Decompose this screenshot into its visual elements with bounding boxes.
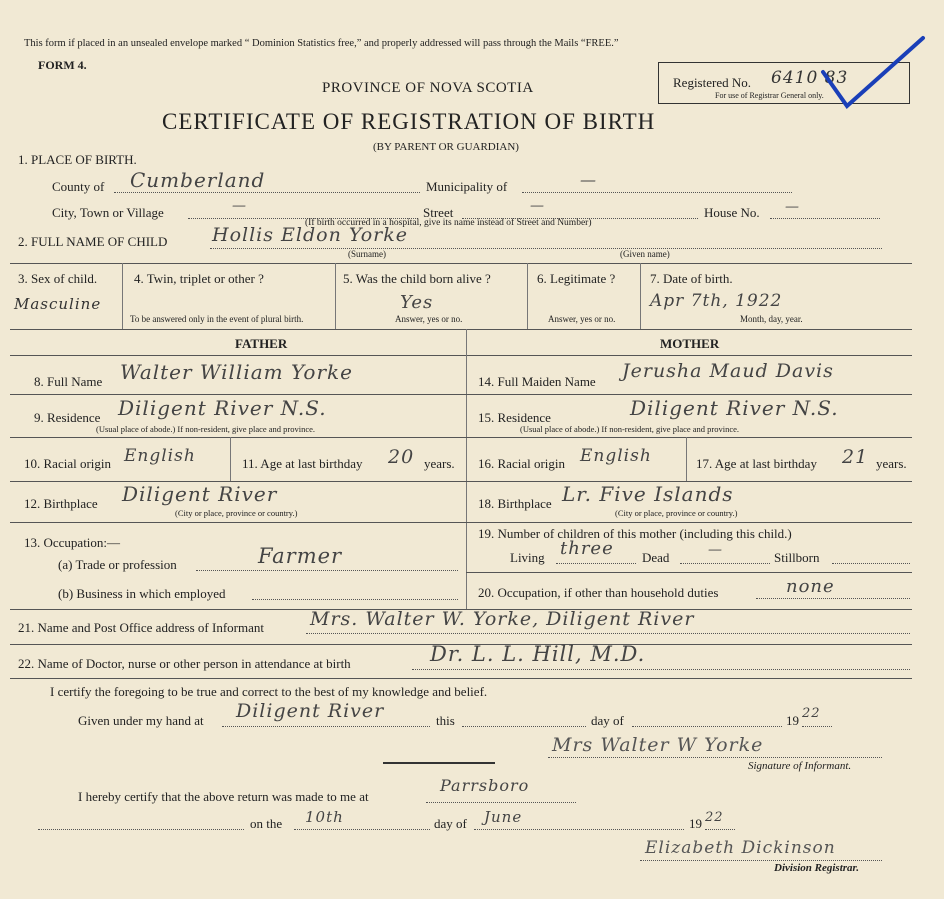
father-residence-note: (Usual place of abode.) If non-resident, give place and province.: [96, 424, 316, 434]
county-value: Cumberland: [130, 168, 266, 192]
alive-note: Answer, yes or no.: [395, 314, 463, 324]
mother-birthplace-label: 18. Birthplace: [478, 496, 552, 511]
registrar-signature-caption: Division Registrar.: [774, 862, 859, 874]
hospital-note: (If birth occurred in a hospital, give its name instead of Street and Number): [305, 218, 592, 228]
father-age-unit: years.: [424, 456, 455, 471]
father-age-label: 11. Age at last birthday: [242, 456, 363, 471]
dob-note: Month, day, year.: [740, 314, 803, 324]
year2-suffix: 22: [705, 810, 724, 825]
on-day-value: 10th: [305, 808, 344, 826]
child-name-label: 2. FULL NAME OF CHILD: [18, 234, 168, 249]
informant-signature: Mrs Walter W Yorke: [552, 734, 764, 756]
living-label: Living: [510, 550, 545, 565]
stillborn-label: Stillborn: [774, 550, 820, 565]
form-number: FORM 4.: [38, 58, 87, 72]
street-label: Street: [423, 205, 454, 220]
mother-birthplace-note: (City or place, province or country.): [615, 508, 738, 518]
given-name-note: (Given name): [620, 249, 670, 259]
dead-label: Dead: [642, 550, 670, 565]
municipality-value: —: [580, 170, 597, 189]
county-label: County of: [52, 179, 105, 194]
registered-label: Registered No.: [673, 75, 751, 90]
alive-label: 5. Was the child born alive ?: [343, 271, 491, 286]
municipality-label: Municipality of: [426, 179, 508, 194]
mother-birthplace-value: Lr. Five Islands: [562, 482, 734, 506]
certify-statement: I certify the foregoing to be true and correct to the best of my knowledge and belief.: [50, 684, 488, 699]
informant-label: 21. Name and Post Office address of Informant: [18, 620, 264, 635]
children-count-label: 19. Number of children of this mother (including this child.): [478, 526, 792, 541]
house-label: House No.: [704, 205, 760, 220]
mother-age-label: 17. Age at last birthday: [696, 456, 817, 471]
father-name-value: Walter William Yorke: [120, 360, 353, 384]
return-place: Parrsboro: [440, 776, 530, 795]
sex-value: Masculine: [14, 295, 102, 313]
twin-label: 4. Twin, triplet or other ?: [134, 271, 264, 286]
father-racial-value: English: [124, 446, 196, 466]
father-racial-label: 10. Racial origin: [24, 456, 112, 471]
mother-residence-value: Diligent River N.S.: [630, 396, 839, 420]
mother-age-unit: years.: [876, 456, 907, 471]
living-value: three: [560, 538, 614, 559]
informant-signature-caption: Signature of Informant.: [748, 760, 852, 772]
year2-prefix: 19: [689, 816, 702, 831]
mother-occupation-label: 20. Occupation, if other than household duties: [478, 585, 719, 600]
on-the-label: on the: [250, 816, 283, 831]
sex-label: 3. Sex of child.: [18, 271, 98, 286]
mother-racial-label: 16. Racial origin: [478, 456, 566, 471]
city-label: City, Town or Village: [52, 205, 164, 220]
mother-heading: MOTHER: [660, 336, 720, 351]
day-of-label: day of: [591, 713, 624, 728]
legitimate-label: 6. Legitimate ?: [537, 271, 616, 286]
mail-notice: This form if placed in an unsealed envelope marked “ Dominion Statistics free,” and properly addressed will pass through the Mails “FREE.”: [24, 38, 619, 49]
twin-note: To be answered only in the event of plural birth.: [130, 314, 304, 324]
business-label: (b) Business in which employed: [58, 586, 226, 601]
house-value: —: [785, 199, 800, 215]
street-value: —: [530, 198, 545, 214]
doctor-value: Dr. L. L. Hill, M.D.: [430, 642, 646, 666]
given-label: Given under my hand at: [78, 713, 204, 728]
father-birthplace-note: (City or place, province or country.): [175, 508, 298, 518]
alive-value: Yes: [400, 292, 434, 313]
legitimate-note: Answer, yes or no.: [548, 314, 616, 324]
this-label: this: [436, 713, 455, 728]
doctor-label: 22. Name of Doctor, nurse or other person in attendance at birth: [18, 656, 351, 671]
page-subtitle: (BY PARENT OR GUARDIAN): [373, 141, 519, 153]
child-name-value: Hollis Eldon Yorke: [212, 224, 409, 246]
mother-name-value: Jerusha Maud Davis: [622, 360, 834, 382]
surname-note: (Surname): [348, 249, 386, 259]
mother-age-value: 21: [842, 446, 869, 468]
month-value: June: [484, 808, 523, 826]
page-title: CERTIFICATE OF REGISTRATION OF BIRTH: [162, 109, 656, 134]
registrar-signature: Elizabeth Dickinson: [645, 838, 836, 858]
father-name-label: 8. Full Name: [34, 374, 103, 389]
registrar-use-note: For use of Registrar General only.: [715, 91, 824, 100]
city-value: —: [232, 198, 247, 214]
mother-residence-label: 15. Residence: [478, 410, 551, 425]
year-suffix: 22: [802, 706, 821, 721]
day-of-label-2: day of: [434, 816, 467, 831]
mother-racial-value: English: [580, 446, 652, 466]
father-residence-label: 9. Residence: [34, 410, 101, 425]
dob-value: Apr 7th, 1922: [650, 291, 783, 311]
father-residence-value: Diligent River N.S.: [118, 396, 327, 420]
mother-occupation-value: none: [786, 576, 835, 597]
father-age-value: 20: [388, 446, 415, 468]
father-occupation-label: 13. Occupation:—: [24, 535, 121, 550]
father-birthplace-value: Diligent River: [122, 482, 278, 506]
father-birthplace-label: 12. Birthplace: [24, 496, 98, 511]
mother-name-label: 14. Full Maiden Name: [478, 374, 596, 389]
return-label: I hereby certify that the above return was made to me at: [78, 789, 369, 804]
given-place: Diligent River: [236, 700, 385, 722]
dead-value: —: [708, 542, 723, 558]
father-heading: FATHER: [235, 336, 288, 351]
trade-label: (a) Trade or profession: [58, 557, 177, 572]
trade-value: Farmer: [258, 544, 343, 568]
registered-number: 6410 83: [771, 68, 849, 88]
informant-value: Mrs. Walter W. Yorke, Diligent River: [310, 608, 695, 630]
check-mark-icon: [815, 32, 930, 122]
mother-residence-note: (Usual place of abode.) If non-resident, give place and province.: [520, 424, 740, 434]
year-prefix: 19: [786, 713, 799, 728]
dob-label: 7. Date of birth.: [650, 271, 733, 286]
place-of-birth-label: 1. PLACE OF BIRTH.: [18, 152, 137, 167]
province-heading: PROVINCE OF NOVA SCOTIA: [322, 80, 534, 96]
